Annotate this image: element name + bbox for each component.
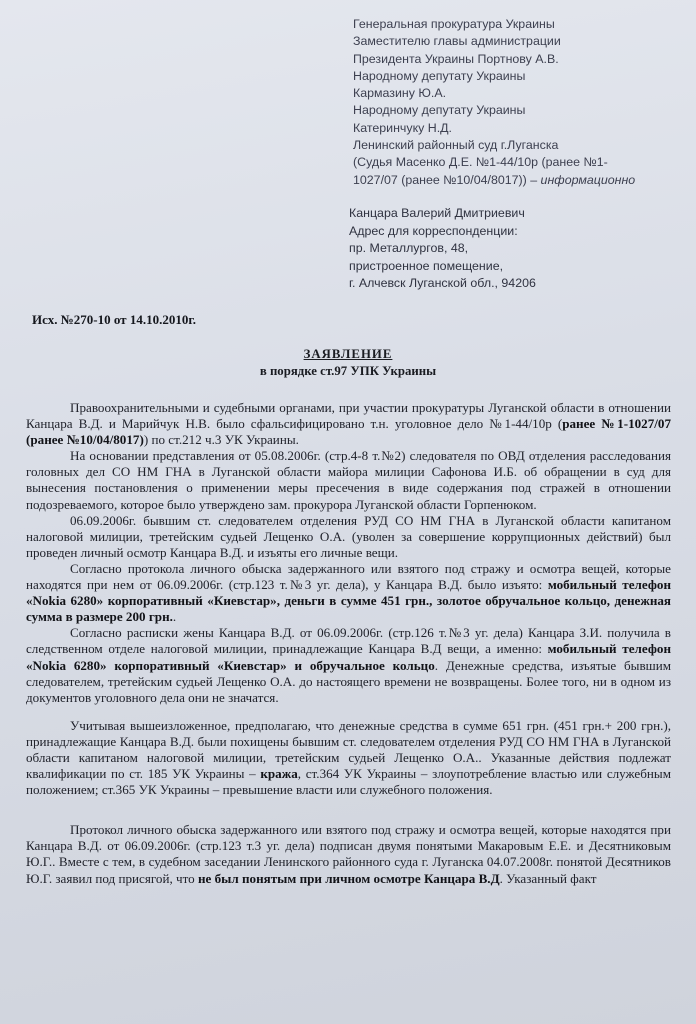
sender-block — [349, 205, 679, 293]
body-paragraph — [26, 448, 671, 512]
sender-address-line: пристроенное помещение, — [349, 258, 504, 273]
body-paragraph — [26, 513, 671, 561]
informational-note: информационно — [540, 172, 636, 187]
paragraph-emphasis: не был понятым при личном осмотре Канцара В.Д — [197, 870, 500, 886]
paragraph-text: Согласно протокола личного обыска задержанного или взятого под стражу и осмотра вещей, которые находятся при нем от 06.09.2006г. (стр.123 т.№3 уг. дела), у Канцара В.Д. было изъято: — [26, 560, 671, 593]
addressee-line: Кармазину Ю.А. — [353, 86, 447, 101]
document-title-block — [0, 346, 696, 380]
paragraph-emphasis: ранее №1-1027/07 (ранее №10/04/8017) — [26, 416, 671, 448]
sender-address-line: пр. Металлургов, 48, — [349, 241, 469, 256]
paragraph-text: , ст.364 УК Украины – злоупотребление властью или служебным положением; ст.365 УК Украины – превышение власти или служебного положения. — [26, 766, 671, 798]
paragraph-emphasis: кража — [260, 766, 298, 782]
sender-address-line: г. Алчевск Луганской обл., 94206 — [349, 276, 536, 291]
paragraph-text: Правоохранительными и судебными органами, при участии прокуратуры Луганской области в отношении Канцара В.Д. и Марийчук Н.В. было сфальсифицировано т.н. уголовное дело №1-44/10р ( — [26, 400, 671, 432]
addressee-line: Генеральная прокуратура Украины — [353, 17, 555, 31]
paragraph-text: Согласно расписки жены Канцара В.Д. от 06.09.2006г. (стр.126 т.№3 уг. дела) Канцара З.И. получила в следственном отделе налоговой милиции, принадлежащие Канцара В.Д вещи, а именно: — [26, 625, 671, 657]
addressee-line: Катеринчуку Н.Д. — [353, 120, 452, 135]
body-paragraph — [26, 822, 671, 886]
outgoing-reference: Исх. №270-10 от 14.10.2010г. — [32, 312, 197, 327]
paragraph-text: Протокол личного обыска задержанного или взятого под стражу и осмотра вещей, которые находятся при Канцара В.Д. от 06.09.2006г. (стр.123 т.3 уг. дела) подписан двумя понятыми Макаровым Е.Е. и Десятниковым Ю.Г.. Вместе с тем, в судебном заседании Ленинского районного суда г. Луганска 04.07.2008г. понятой Десятников Ю.Г. заявил под присягой, что — [26, 822, 671, 886]
body-paragraph — [26, 625, 671, 705]
paragraph-text: Учитывая вышеизложенное, предполагаю, что денежные средства в сумме 651 грн. (451 грн.+ 200 грн.), принадлежащие Канцара В.Д. были похищены бывшим ст. следователем отделения РУД СО НМ ГНА в Луганской области капитаном налоговой милиции, третейским судьей Лещенко О.А.. Указанные действия подлежат квалификации по ст. 185 УК Украины – — [26, 717, 671, 782]
paragraph-emphasis: мобильный телефон «Nokia 6280» корпоративный «Киевстар» и обручальное кольцо — [26, 641, 671, 673]
sender-address-label: Адрес для корреспонденции: — [349, 223, 518, 238]
body-paragraph — [26, 400, 671, 448]
addressee-line: (Судья Масенко Д.Е. №1-44/10р (ранее №1- — [353, 155, 608, 170]
addressee-line: Президента Украины Портнову А.В. — [353, 51, 559, 66]
paragraph-emphasis: мобильный телефон «Nokia 6280» корпоративный «Киевстар», деньги в сумме 451 грн., золотое обручальное кольцо, денежная сумма в размере 200 грн. — [26, 577, 672, 625]
sender-name: Канцара Валерий Дмитриевич — [349, 206, 525, 220]
addressee-line: Заместителю главы администрации — [353, 34, 561, 49]
addressee-line: Народному депутату Украины — [353, 103, 526, 118]
addressee-block — [353, 16, 683, 189]
paragraph-text: 06.09.2006г. бывшим ст. следователем отделения РУД СО НМ ГНА в Луганской области капитаном налоговой милиции, третейским судьей Лещенко О.А. (уволен за совершение коррупционных действий) был проведен личный осмотр Канцара В.Д. и изъяты его личные вещи. — [26, 512, 671, 560]
body-paragraph — [26, 718, 671, 798]
addressee-line: Народному депутату Украины — [353, 68, 526, 83]
paragraph-text: . — [172, 609, 177, 625]
paragraph-text: На основании представления от 05.08.2006г. (стр.4-8 т.№2) следователя по ОВД отделения расследования головных дел СО НМ ГНА в Луганской области майора милиции Сафонова И.Б. об обращении в суд для вынесения постановления о применении меры пресечения в виде содержания под стражей в отношении подозреваемого, которое было утверждено зам. прокурора Луганской области Горпенюком. — [26, 448, 671, 512]
body-paragraph — [26, 561, 671, 625]
document-title: ЗАЯВЛЕНИЕ — [303, 347, 393, 361]
addressee-line-text: 1027/07 (ранее №10/04/8017)) – — [353, 172, 541, 187]
document-subtitle: в порядке ст.97 УПК Украины — [259, 364, 437, 378]
paragraph-text: ) по ст.212 ч.3 УК Украины. — [143, 432, 299, 448]
paragraph-text: . Денежные средства, изъятые бывшим следователем, третейским судьей Лещенко О.А. до настоящего времени не возвращены. Более того, ни в одном из документов уголовного дела они не значатся. — [26, 657, 672, 705]
addressee-line-last — [353, 172, 683, 189]
addressee-line: Ленинский районный суд г.Луганска — [353, 138, 559, 153]
paragraph-text: . Указанный факт — [499, 870, 597, 886]
document-body — [26, 400, 671, 887]
